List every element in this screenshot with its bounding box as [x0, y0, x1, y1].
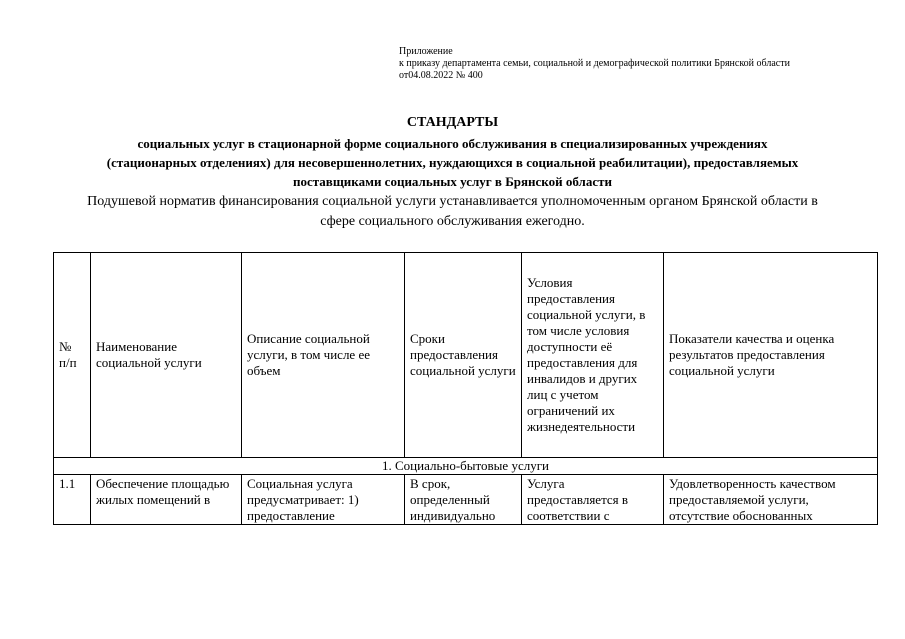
- subtitle-line: (стационарных отделениях) для несовершеннолетних, нуждающихся в социальной реабилитации), предоставляемых: [106, 155, 799, 170]
- row-description: Социальная услуга предусматривает: 1) предоставление: [242, 475, 405, 525]
- norm-line: сфере социального обслуживания ежегодно.: [320, 214, 585, 229]
- header-cell-service-name: Наименование социальной услуги: [91, 253, 242, 458]
- subtitle-line: социальных услуг в стационарной форме социального обслуживания в специализированных учреждениях: [137, 136, 768, 151]
- appendix-title: Приложение: [399, 46, 453, 57]
- appendix-order-text: к приказу департамента семьи, социальной и демографической политики Брянской области: [399, 58, 790, 69]
- row-terms: В срок, определенный индивидуально: [405, 475, 522, 525]
- table-header-row: [54, 253, 878, 458]
- header-cell-number: № п/п: [54, 253, 91, 458]
- header-cell-conditions: Условия предоставления социальной услуги, в том числе условия доступности её предоставления для инвалидов и других лиц с учетом ограничений их жизнедеятельности: [522, 253, 664, 458]
- section-row: [54, 458, 878, 475]
- norm-line: Подушевой норматив финансирования социальной услуги устанавливается уполномоченным органом Брянской области в: [87, 194, 818, 209]
- header-cell-terms: Сроки предоставления социальной услуги: [405, 253, 522, 458]
- header-cell-quality: Показатели качества и оценка результатов предоставления социальной услуги: [664, 253, 878, 458]
- standards-table: [53, 252, 878, 525]
- row-quality: Удовлетворенность качеством предоставляемой услуги, отсутствие обоснованных: [664, 475, 878, 525]
- row-number: 1.1: [54, 475, 91, 525]
- section-title: 1. Социально-бытовые услуги: [54, 458, 878, 475]
- appendix-block: [399, 46, 839, 82]
- subtitle-line: поставщиками социальных услуг в Брянской области: [293, 174, 612, 189]
- document-subtitle: [40, 134, 865, 191]
- funding-norm-text: [40, 192, 865, 232]
- header-cell-description: Описание социальной услуги, в том числе ее объем: [242, 253, 405, 458]
- appendix-date-number: от04.08.2022 № 400: [399, 70, 483, 81]
- document-title: СТАНДАРТЫ: [406, 115, 499, 130]
- row-conditions: Услуга предоставляется в соответствии с: [522, 475, 664, 525]
- table-row: [54, 475, 878, 525]
- row-service-name: Обеспечение площадью жилых помещений в: [91, 475, 242, 525]
